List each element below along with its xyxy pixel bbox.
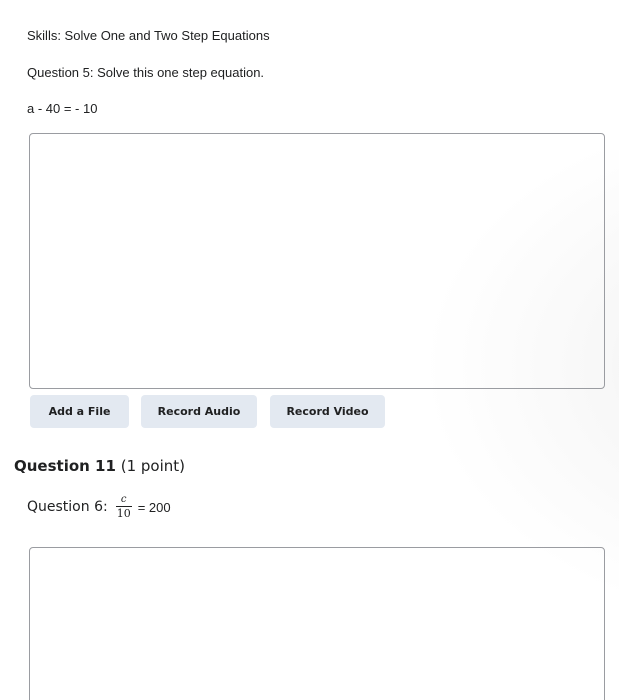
question-6-prompt: Question 6: — [27, 499, 108, 515]
question-5-prompt: Question 5: Solve this one step equation. — [27, 65, 265, 80]
question-5-answer-box[interactable] — [29, 133, 605, 389]
question-6-rhs: = 200 — [137, 499, 171, 515]
record-audio-button[interactable]: Record Audio — [141, 395, 257, 428]
add-file-button[interactable]: Add a File — [30, 395, 129, 428]
question-6-prompt-row — [27, 495, 171, 519]
fraction — [116, 495, 132, 519]
question-11-number: Question 11 — [14, 457, 116, 475]
fraction-numerator: c — [120, 494, 127, 505]
question-5-equation: a - 40 = - 10 — [27, 101, 98, 116]
skills-title: Skills: Solve One and Two Step Equations — [27, 28, 270, 43]
question-6-answer-box[interactable] — [29, 547, 605, 700]
question-11-header — [14, 457, 185, 475]
record-video-button[interactable]: Record Video — [270, 395, 385, 428]
fraction-denominator: 10 — [116, 507, 131, 520]
question-11-points: (1 point) — [120, 457, 185, 475]
